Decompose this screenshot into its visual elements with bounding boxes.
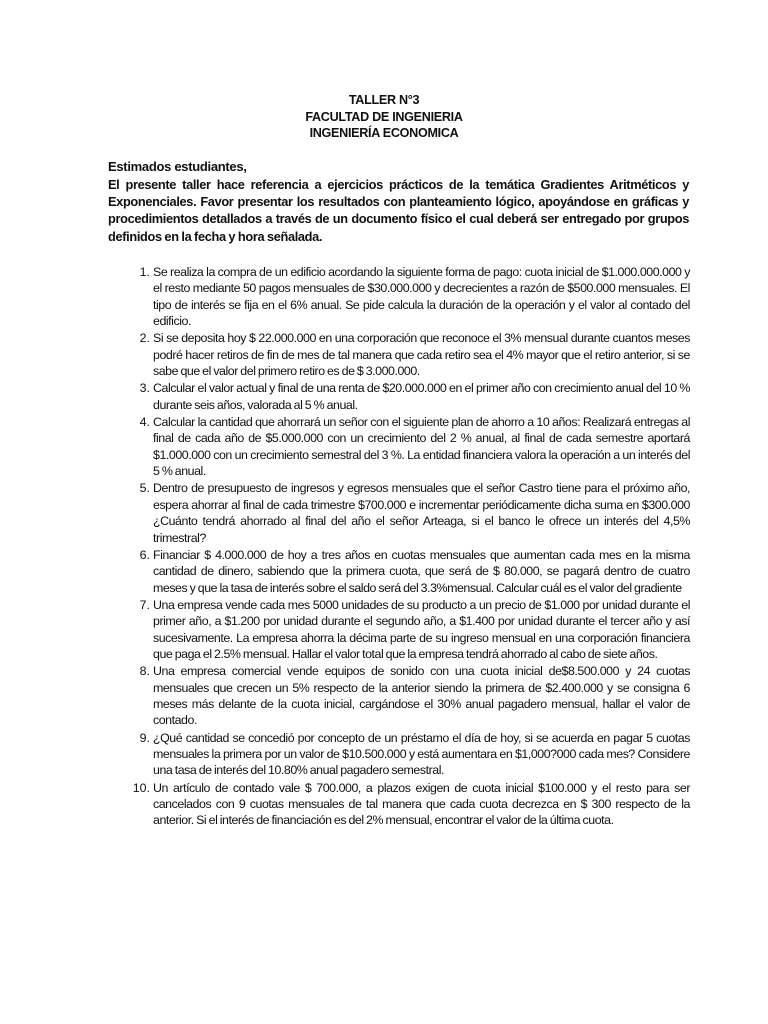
exercise-number: 8.: [139, 664, 150, 679]
exercise-item: [108, 414, 690, 479]
header-faculty: FACULTAD DE INGENIERIA: [305, 109, 463, 124]
exercise-number: 3.: [139, 381, 150, 396]
exercise-item: [108, 663, 690, 728]
exercise-text: Una empresa vende cada mes 5000 unidades de su producto a un precio de $1.000 por unidad durante el primer año, a $1.200 por unidad durante el segundo año, a $1.400 por unidad durante el tercer año y así sucesivamente. La empresa ahorra la décima parte de su ingreso mensual en una corporación financiera que paga el 2.5% mensual. Hallar el valor total que la empresa tendrá ahorrado al cabo de siete años.: [153, 597, 690, 661]
exercise-text: Calcular el valor actual y final de una renta de $20.000.000 en el primer año con crecimiento anual del 10 % durante seis años, valorada al 5 % anual.: [153, 381, 690, 412]
greeting: Estimados estudiantes,: [108, 159, 247, 174]
exercise-number: 1.: [139, 265, 150, 279]
intro-paragraph: El presente taller hace referencia a ejercicios prácticos de la temática Gradientes Aritméticos y Exponenciales. Favor presentar los resultados con planteamiento lógico, apoyándose en gráficas y procedimientos detallados a través de un documento físico el cual deberá ser entregado por grupos definidos en la fecha y hora señalada.: [108, 177, 689, 244]
exercise-item: [108, 730, 690, 779]
exercise-item: [108, 547, 690, 596]
exercise-text: Financiar $ 4.000.000 de hoy a tres años en cuotas mensuales que aumentan cada mes en la misma cantidad de dinero, sabiendo que la primera cuota, que será de $ 80.000, se pagará dentro de cuatro meses y que la tasa de interés sobre el saldo será del 3.3%mensual. Calcular cuál es el valor del gradiente: [153, 547, 690, 595]
exercise-number: 4.: [139, 415, 150, 430]
exercise-item: [108, 480, 690, 545]
header-taller-number: TALLER N°3: [348, 93, 420, 107]
exercise-number: 9.: [139, 730, 150, 745]
exercise-text: ¿Qué cantidad se concedió por concepto de un préstamo el día de hoy, si se acuerda en pagar 5 cuotas mensuales la primera por un valor de $10.500.000 y está aumentara en $1,000?000 cada mes? Considere una tasa de interés del 10.80% anual pagadero semestral.: [153, 730, 690, 778]
exercise-item: [108, 780, 690, 829]
exercise-list: [108, 264, 690, 830]
exercise-number: 5.: [139, 481, 150, 496]
exercise-number: 7.: [139, 597, 150, 612]
exercise-text: Una empresa comercial vende equipos de sonido con una cuota inicial de$8.500.000 y 24 cuotas mensuales que crecen un 5% respecto de la anterior siendo la primera de $2.400.000 y se consigna 6 meses más delante de la cuota inicial, cargándose el 30% anual pagadero mensual, hallar el valor de contado.: [153, 664, 690, 728]
exercise-number: 2.: [139, 331, 150, 346]
exercise-text: Un artículo de contado vale $ 700.000, a plazos exigen de cuota inicial $100.000 y el resto para ser cancelados con 9 cuotas mensuales de tal manera que cada cuota decrezca en $ 300 respecto de la anterior. Si el interés de financiación es del 2% mensual, encontrar el valor de la última cuota.: [153, 780, 690, 828]
exercise-number: 6.: [139, 547, 150, 562]
exercise-number: 10.: [132, 780, 150, 795]
exercise-text: Dentro de presupuesto de ingresos y egresos mensuales que el señor Castro tiene para el próximo año, espera ahorrar al final de cada trimestre $700.000 e incrementar periódicamente dicha suma en $300.000 ¿Cuánto tendrá ahorrado al final del año el señor Arteaga, si el banco le ofrece un interés del 4,5% trimestral?: [153, 481, 690, 545]
document-header: [0, 92, 768, 142]
exercise-text: Calcular la cantidad que ahorrará un señor con el siguiente plan de ahorro a 10 años: Realizará entregas al final de cada año de $5.000.000 con un crecimiento del 2 % anual, al final de cada semestre aportará $1.000.000 con un crecimiento semestral del 3 %. La entidad financiera valora la operación a un interés del 5 % anual.: [153, 415, 690, 479]
exercise-text: Si se deposita hoy $ 22.000.000 en una corporación que reconoce el 3% mensual durante cuantos meses podré hacer retiros de fin de mes de tal manera que cada retiro sea el 4% mayor que el retiro anterior, si se sabe que el valor del primero retiro es de $ 3.000.000.: [153, 331, 690, 379]
header-course: INGENIERÍA ECONOMICA: [309, 126, 459, 140]
exercise-text: Se realiza la compra de un edificio acordando la siguiente forma de pago: cuota inicial de $1.000.000.000 y el resto mediante 50 pagos mensuales de $30.000.000 y decrecientes a razón de $500.000 mensuales. El tipo de interés se fija en el 6% anual. Se pide calcula la duración de la operación y el valor al contado del edificio.: [153, 265, 690, 329]
exercise-item: [108, 380, 690, 413]
exercise-item: [108, 330, 690, 379]
exercise-item: [108, 264, 690, 329]
exercise-item: [108, 597, 690, 662]
